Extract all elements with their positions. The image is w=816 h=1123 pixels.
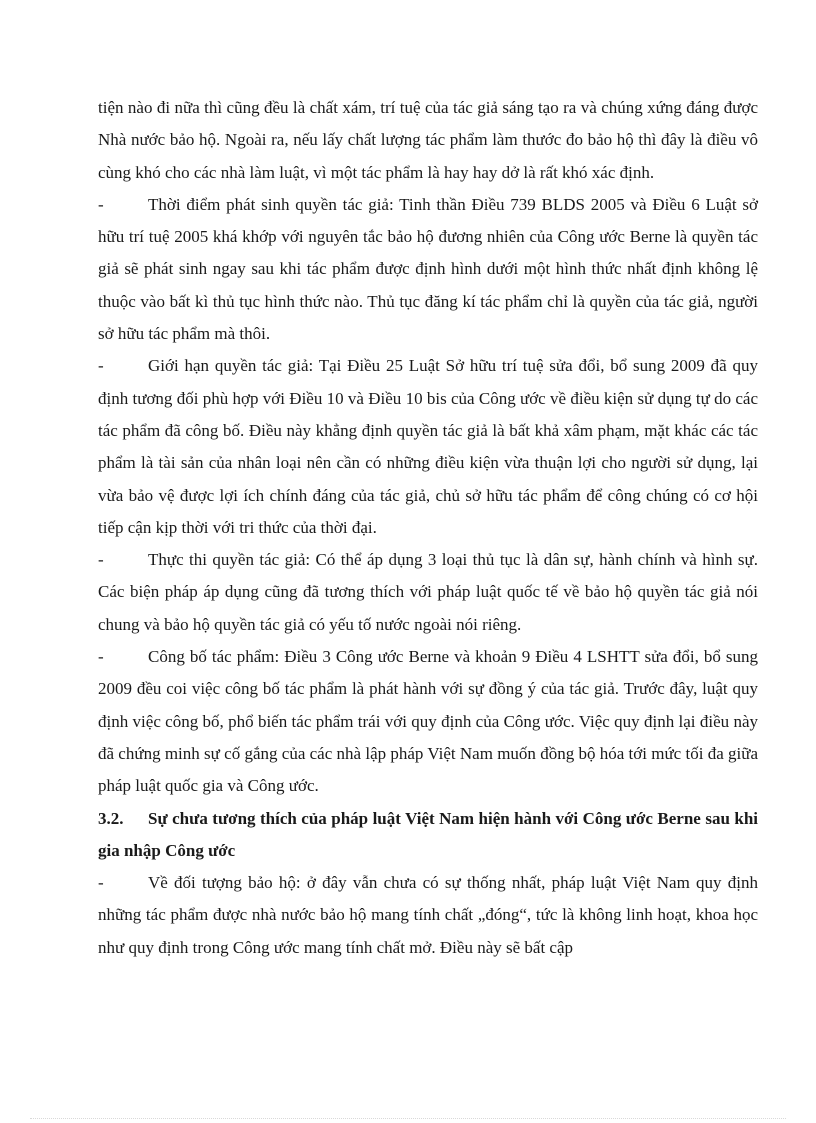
bullet-item [98, 350, 758, 544]
section-title: Sự chưa tương thích của pháp luật Việt Nam hiện hành với Công ước Berne sau khi gia nhập Công ước [98, 808, 758, 860]
bullet-text: Công bố tác phẩm: Điều 3 Công ước Berne và khoản 9 Điều 4 LSHTT sửa đổi, bổ sung 2009 đều coi việc công bố tác phẩm là phát hành với sự đồng ý của tác giả. Trước đây, luật quy định việc công bố, phổ biến tác phẩm trái với quy định của Công ước. Việc quy định lại điều này đã chứng minh sự cố gắng của các nhà lập pháp Việt Nam muốn đồng bộ hóa tới mức tối đa giữa pháp luật quốc gia và Công ước. [98, 647, 758, 796]
page-bottom-rule [30, 1118, 786, 1119]
bullet-marker: - [98, 356, 104, 376]
bullet-item [98, 867, 758, 964]
section-number: 3.2. [98, 808, 124, 828]
section-heading [98, 803, 758, 868]
document-page [98, 92, 758, 964]
bullet-item [98, 544, 758, 641]
intro-paragraph: tiện nào đi nữa thì cũng đều là chất xám, trí tuệ của tác giả sáng tạo ra và chúng xứng đáng được Nhà nước bảo hộ. Ngoài ra, nếu lấy chất lượng tác phẩm làm thước đo bảo hộ thì đây là điều vô cùng khó cho các nhà làm luật, vì một tác phẩm là hay hay dở là rất khó xác định. [98, 98, 758, 182]
bullet-text: Thời điểm phát sinh quyền tác giả: Tinh thần Điều 739 BLDS 2005 và Điều 6 Luật sở hữu trí tuệ 2005 khá khớp với nguyên tắc bảo hộ đương nhiên của Công ước Berne là quyền tác giả sẽ phát sinh ngay sau khi tác phẩm được định hình dưới một hình thức nhất định không lệ thuộc vào bất kì thủ tục hình thức nào. Thủ tục đăng kí tác phẩm chỉ là quyền của tác giả, người sở hữu tác phẩm mà thôi. [98, 194, 758, 344]
bullet-text: Giới hạn quyền tác giả: Tại Điều 25 Luật Sở hữu trí tuệ sửa đổi, bổ sung 2009 đã quy định tương đối phù hợp với Điều 10 và Điều 10 bis của Công ước về điều kiện sử dụng tự do các tác phẩm đã công bố. Điều này khẳng định quyền tác giả là bất khả xâm phạm, mặt khác các tác phẩm là tài sản của nhân loại nên cần có những điều kiện vừa thuận lợi cho người sử dụng, lại vừa bảo vệ được lợi ích chính đáng của tác giả, chủ sở hữu tác phẩm để công chúng có cơ hội tiếp cận kịp thời với tri thức của thời đại. [98, 356, 758, 537]
bullet-marker: - [98, 194, 104, 214]
bullet-item [98, 641, 758, 802]
bullet-item [98, 189, 758, 350]
bullet-marker: - [98, 647, 104, 667]
bullet-marker: - [98, 550, 104, 570]
bullet-marker: - [98, 873, 104, 893]
bullet-text: Về đối tượng bảo hộ: ở đây vẫn chưa có sự thống nhất, pháp luật Việt Nam quy định những tác phẩm được nhà nước bảo hộ mang tính chất „đóng“, tức là không linh hoạt, khoa học như quy định trong Công ước mang tính chất mở. Điều này sẽ bất cập [98, 873, 758, 957]
bullet-text: Thực thi quyền tác giả: Có thể áp dụng 3 loại thủ tục là dân sự, hành chính và hình sự. Các biện pháp áp dụng cũng đã tương thích với pháp luật quốc tế về bảo hộ quyền tác giả nói chung và bảo hộ quyền tác giả có yếu tố nước ngoài nói riêng. [98, 550, 758, 634]
